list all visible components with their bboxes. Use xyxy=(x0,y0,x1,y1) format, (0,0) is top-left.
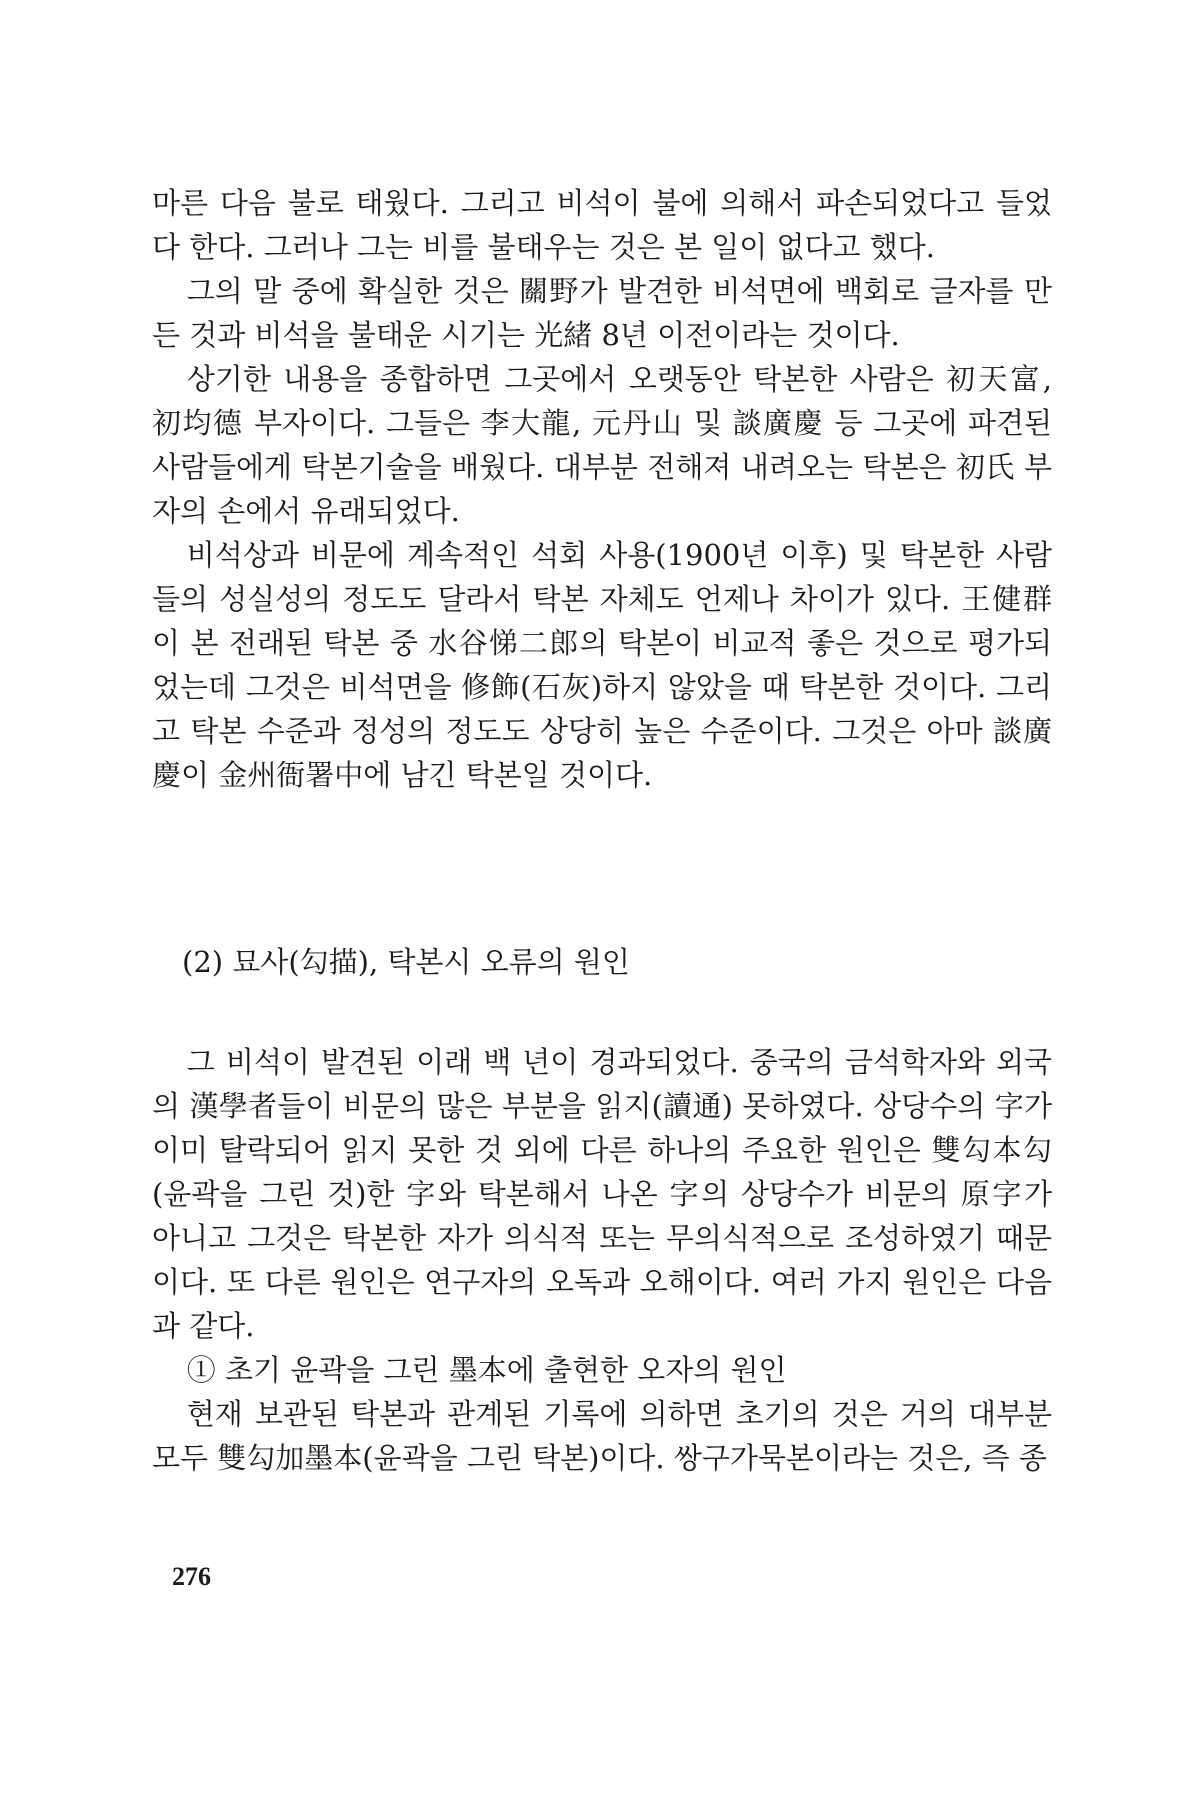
paragraph: 그의 말 중에 확실한 것은 關野가 발견한 비석면에 백회로 글자를 만든 것과 비석을 불태운 시기는 光緒 8년 이전이라는 것이다. xyxy=(152,274,1052,352)
paragraph: 상기한 내용을 종합하면 그곳에서 오랫동안 탁본한 사람은 初天富, 初均德 부자이다. 그들은 李大龍, 元丹山 및 談廣慶 등 그곳에 파견된 사람들에게 탁본기술을 배웠다. 대부분 전해져 내려오는 탁본은 初氏 부자의 손에서 유래되었다. xyxy=(152,362,1052,528)
paragraph: 비석상과 비문에 계속적인 석회 사용(1900년 이후) 및 탁본한 사람들의 성실성의 정도도 달라서 탁본 자체도 언제나 차이가 있다. 王健群이 본 전래된 탁본 중 水谷悌二郎의 탁본이 비교적 좋은 것으로 평가되었는데 그것은 비석면을 修飾(石灰)하지 않았을 때 탁본한 것이다. 그리고 탁본 수준과 정성의 정도도 상당히 높은 수준이다. 그것은 아마 談廣慶이 金州衙署中에 남긴 탁본일 것이다. xyxy=(152,538,1052,792)
section-2-body xyxy=(152,1040,1052,1480)
paragraph: 마른 다음 불로 태웠다. 그리고 비석이 불에 의해서 파손되었다고 들었다 한다. 그러나 그는 비를 불태우는 것은 본 일이 없다고 했다. xyxy=(152,186,1052,264)
section-1-body xyxy=(152,181,1052,797)
list-item-title: ① 초기 윤곽을 그린 墨本에 출현한 오자의 원인 xyxy=(186,1353,787,1387)
page-number: 276 xyxy=(172,1562,211,1591)
paragraph: 현재 보관된 탁본과 관계된 기록에 의하면 초기의 것은 거의 대부분 모두 雙勾加墨本(윤곽을 그린 탁본)이다. 쌍구가묵본이라는 것은, 즉 종 xyxy=(152,1397,1052,1475)
paragraph: 그 비석이 발견된 이래 백 년이 경과되었다. 중국의 금석학자와 외국의 漢學者들이 비문의 많은 부분을 읽지(讀通) 못하였다. 상당수의 字가 이미 탈락되어 읽지 못한 것 외에 다른 하나의 주요한 원인은 雙勾本勾(윤곽을 그린 것)한 字와 탁본해서 나온 字의 상당수가 비문의 原字가 아니고 그것은 탁본한 자가 의식적 또는 무의식적으로 조성하였기 때문이다. 또 다른 원인은 연구자의 오독과 오해이다. 여러 가지 원인은 다음과 같다. xyxy=(152,1045,1052,1343)
section-2-heading: (2) 묘사(勾描), 탁본시 오류의 원인 xyxy=(182,945,630,979)
